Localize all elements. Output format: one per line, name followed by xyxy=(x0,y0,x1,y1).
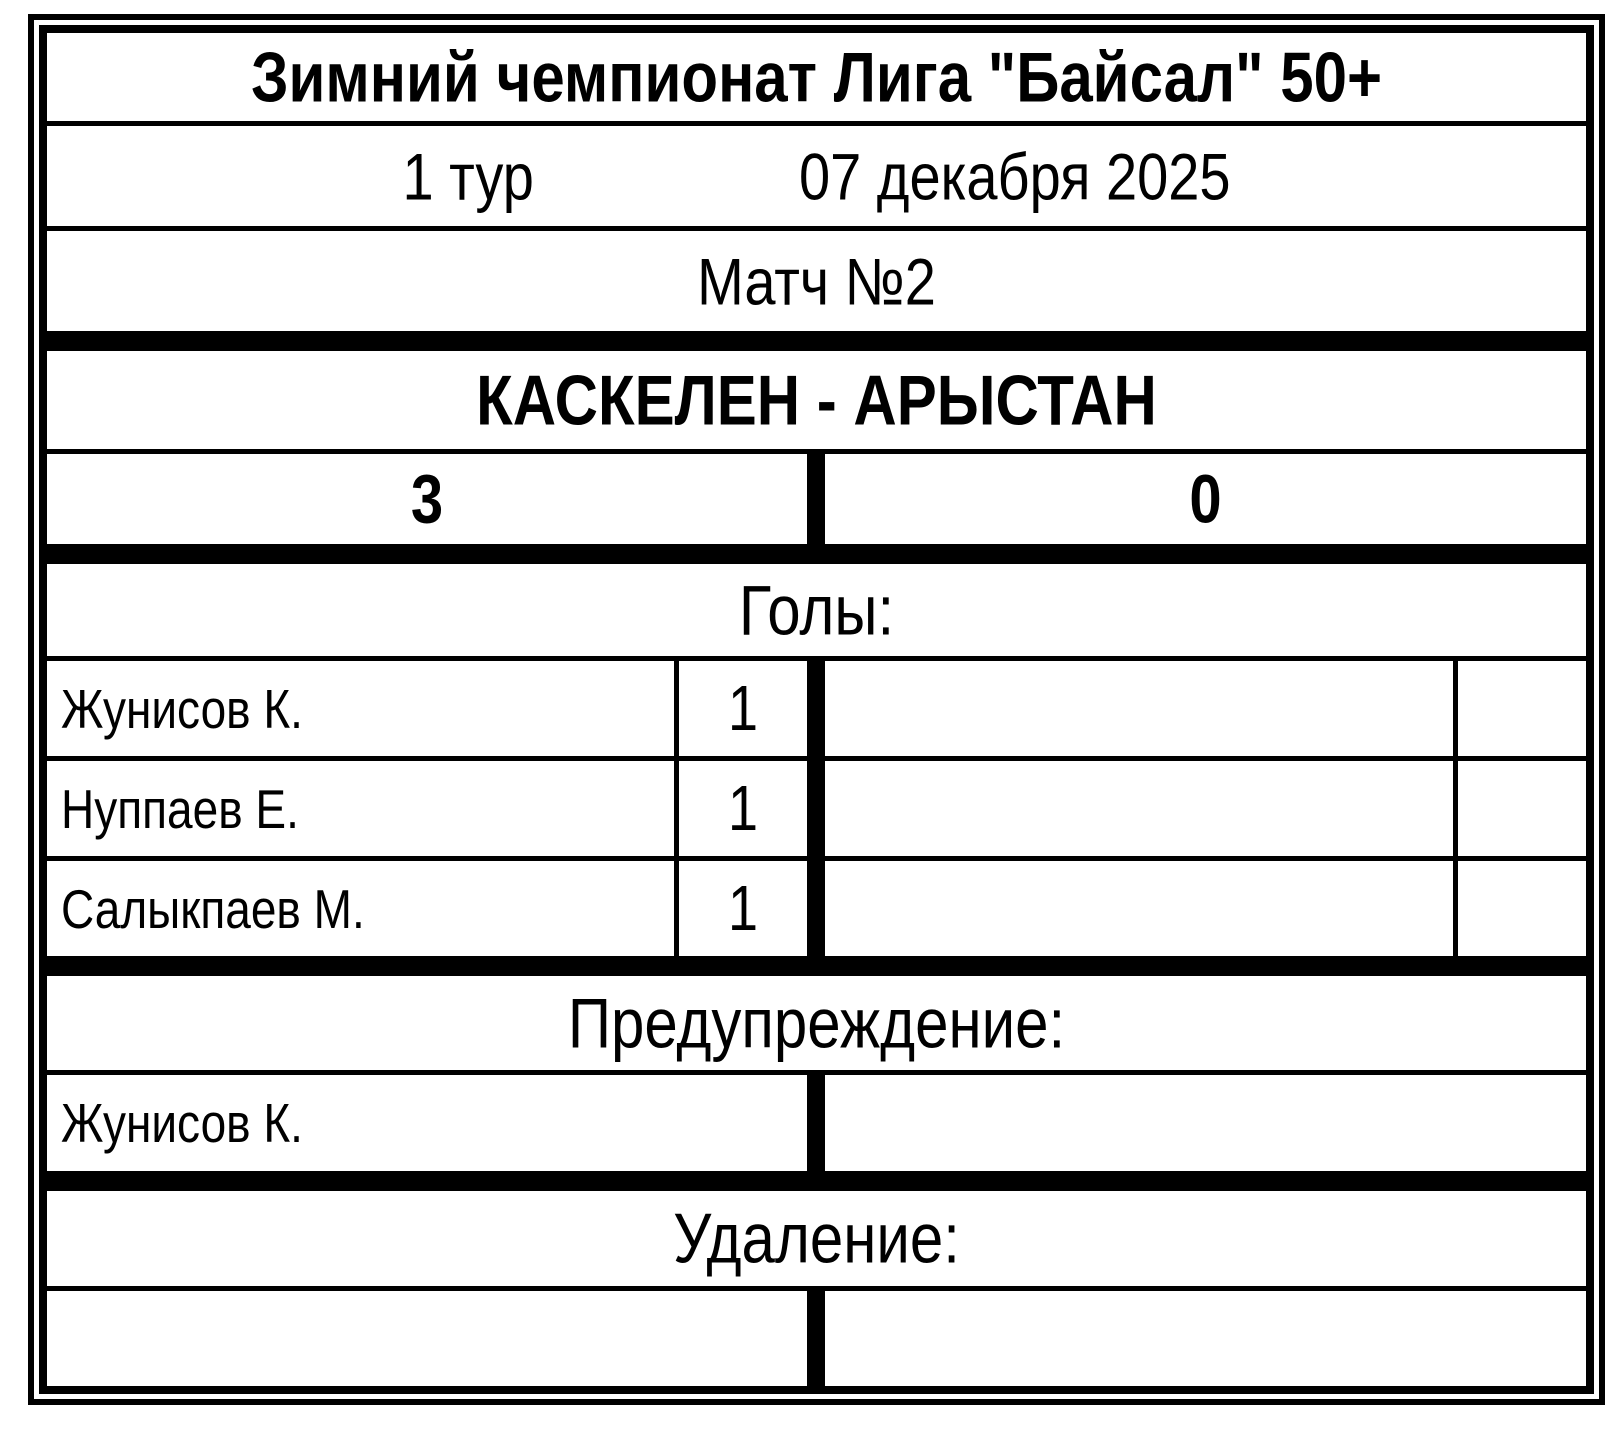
home-warning-cell xyxy=(47,1075,807,1171)
away-goal-count-cell xyxy=(1458,661,1586,756)
league-title: Зимний чемпионат Лига "Байсал" 50+ xyxy=(250,37,1383,117)
center-divider xyxy=(807,454,825,544)
goal-row xyxy=(47,761,1586,856)
away-score-cell xyxy=(825,454,1586,544)
match-number-row xyxy=(47,231,1586,331)
home-goal-count: 1 xyxy=(727,773,759,844)
away-removal-cell xyxy=(825,1291,1586,1386)
away-scorer-cell xyxy=(825,661,1453,756)
title-row xyxy=(47,33,1586,121)
teams-row xyxy=(47,351,1586,449)
goals-header-label: Голы: xyxy=(738,570,895,650)
home-removal-cell xyxy=(47,1291,807,1386)
home-scorer-cell xyxy=(47,761,674,856)
goal-row xyxy=(47,861,1586,956)
home-warning-player: Жунисов К. xyxy=(61,1092,303,1154)
warnings-header-label: Предупреждение: xyxy=(567,983,1066,1063)
separator-thick xyxy=(47,956,1586,976)
separator-thick xyxy=(47,1171,1586,1191)
home-goal-count-cell xyxy=(679,861,807,956)
warnings-header-row xyxy=(47,976,1586,1070)
away-scorer-cell xyxy=(825,761,1453,856)
home-goal-count: 1 xyxy=(727,873,759,944)
center-divider xyxy=(807,1075,825,1171)
away-scorer-cell xyxy=(825,861,1453,956)
home-score-cell xyxy=(47,454,807,544)
match-number-label: Матч №2 xyxy=(697,243,936,319)
home-scorer-name: Жунисов К. xyxy=(61,677,303,740)
outer-border xyxy=(28,14,1605,1405)
home-goal-count-cell xyxy=(679,661,807,756)
away-score-value: 0 xyxy=(1189,460,1222,538)
teams-matchup-label: КАСКЕЛЕН - АРЫСТАН xyxy=(476,360,1157,440)
separator-thick xyxy=(47,331,1586,351)
warnings-row xyxy=(47,1075,1586,1171)
removals-header-label: Удаление: xyxy=(673,1198,960,1279)
center-divider xyxy=(807,861,825,956)
goal-row xyxy=(47,661,1586,756)
center-divider xyxy=(807,661,825,756)
home-goal-count-cell xyxy=(679,761,807,856)
center-divider xyxy=(807,761,825,856)
away-goal-count-cell xyxy=(1458,861,1586,956)
home-scorer-cell xyxy=(47,861,674,956)
home-score-value: 3 xyxy=(410,460,444,538)
removals-row xyxy=(47,1291,1586,1386)
date-label: 07 декабря 2025 xyxy=(798,138,1231,214)
away-warning-cell xyxy=(825,1075,1586,1171)
center-divider xyxy=(807,1291,825,1386)
tour-date-row xyxy=(47,126,1586,226)
home-goal-count: 1 xyxy=(727,673,759,744)
home-scorer-name: Нуппаев Е. xyxy=(61,777,299,840)
match-report-card xyxy=(39,25,1594,1394)
home-scorer-name: Салыкпаев М. xyxy=(61,877,365,940)
separator-thick xyxy=(47,544,1586,564)
home-scorer-cell xyxy=(47,661,674,756)
goals-header-row xyxy=(47,564,1586,656)
removals-header-row xyxy=(47,1191,1586,1286)
away-goal-count-cell xyxy=(1458,761,1586,856)
score-row xyxy=(47,454,1586,544)
tour-label: 1 тур xyxy=(402,138,534,214)
